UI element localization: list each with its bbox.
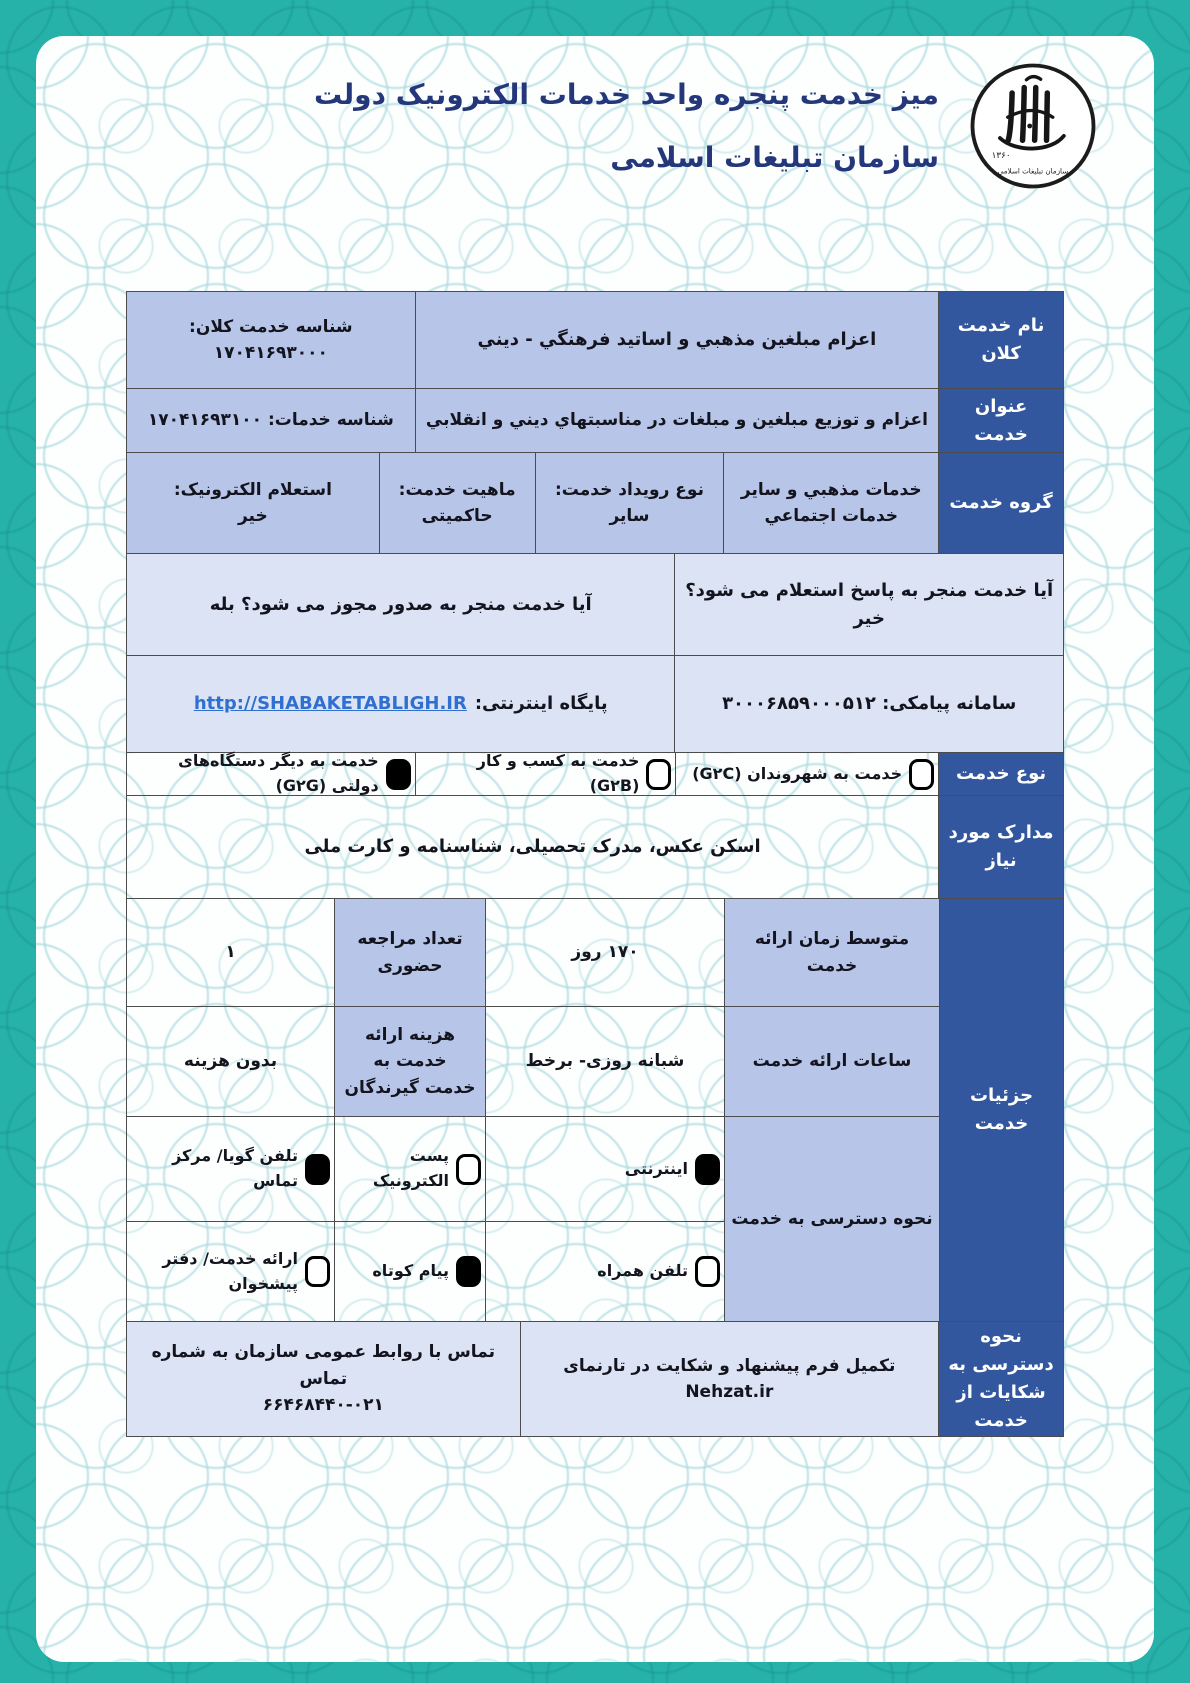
complaints-header-line2: شکایات از خدمت [956,1382,1046,1431]
header-title-line2: سازمان تبلیغات اسلامی [610,141,939,174]
visits-value-cell: ۱ [126,899,334,1007]
header-title-line1: میز خدمت پنجره واحد خدمات الکترونیک دولت [314,78,939,111]
service-nature-label: ماهیت خدمت: [398,479,516,500]
service-title-header-cell: عنوان خدمت [938,389,1063,453]
sms-checkbox[interactable] [456,1256,481,1287]
access-sms-cell [334,1222,485,1322]
ivr-label: تلفن گویا/ مرکز تماس [172,1146,298,1190]
complaints-header-cell [938,1322,1063,1437]
g2b-checkbox[interactable] [646,759,671,790]
website-cell [126,656,674,753]
event-type-cell [535,453,724,554]
service-type-g2c-cell [675,753,938,796]
license-question-cell: آیا خدمت منجر به صدور مجوز می شود؟ بله [126,554,674,656]
complaints-header-line1: نحوه دسترسی به [948,1326,1054,1376]
service-id-cell: شناسه خدمات: ۱۷۰۴۱۶۹۳۱۰۰ [126,389,415,453]
access-ivr-cell [126,1117,334,1222]
service-type-g2g-cell [126,753,415,796]
inquiry-question-cell: آیا خدمت منجر به پاسخ استعلام می شود؟ خیر [674,554,1063,656]
complaints-web-cell: تکمیل فرم پیشنهاد و شکایت در تارنمای Nehzat.ir [520,1322,939,1437]
visits-label-cell [334,899,485,1007]
electronic-inquiry-value: خیر [237,506,268,526]
mobile-label: تلفن همراه [597,1261,688,1281]
row-service-group [126,453,1063,554]
complaints-phone-line2: ۶۶۴۶۸۴۴۰-۰۲۱ [262,1395,384,1416]
service-info-table [126,291,1064,1437]
access-mobile-cell [485,1222,724,1322]
avg-time-value-cell: ۱۷۰ روز [485,899,724,1007]
macro-service-id-cell: شناسه خدمت کلان: ۱۷۰۴۱۶۹۳۰۰۰ [126,292,415,389]
service-nature-value: حاکمیتی [421,506,493,526]
visits-label-line2: حضوری [377,955,443,976]
access-label-cell: نحوه دسترسی به خدمت [724,1117,939,1322]
access-counter-cell [126,1222,334,1322]
row-contact [126,656,1063,753]
header-titles [314,78,939,174]
row-hours-cost [126,1007,939,1117]
internet-checkbox[interactable] [695,1154,720,1185]
sms-system-cell: سامانه پیامکی: ۳۰۰۰۶۸۵۹۰۰۰۵۱۲ [674,656,1063,753]
logo-caption-text: سازمان تبلیغات اسلامی [997,166,1069,176]
row-questions [126,554,1063,656]
row-avg-time [126,899,939,1007]
row-service-details [126,899,1063,1322]
g2c-checkbox[interactable] [909,759,934,790]
electronic-inquiry-label: استعلام الکترونیک: [173,479,332,500]
details-header-cell: جزئیات خدمت [939,899,1063,1322]
service-group-line2: خدمات اجتماعي [764,506,899,526]
row-complaints [126,1322,1063,1437]
documents-value-cell: اسکن عکس، مدرک تحصیلی، شناسنامه و کارت ملی [126,796,938,899]
email-label: پست الکترونیک [372,1146,449,1190]
email-checkbox[interactable] [456,1154,481,1185]
website-link[interactable]: http://SHABAKETABLIGH.IR [193,693,467,715]
cost-label-line1: هزینه ارائه خدمت به [364,1024,456,1072]
complaints-phone-line1: تماس با روابط عمومی سازمان به شماره تماس [151,1342,495,1389]
access-internet-cell [485,1117,724,1222]
access-row-2 [126,1222,724,1322]
row-service-type [126,753,1063,796]
hours-label-cell: ساعات ارائه خدمت [724,1007,939,1117]
row-documents [126,796,1063,899]
service-title-cell: اعزام و توزيع مبلغين و مبلغات در مناسبتهاي ديني و انقلابي [415,389,938,453]
counter-checkbox[interactable] [305,1256,330,1287]
document-header [310,60,1099,192]
internet-label: اینترنتی [624,1158,688,1178]
cost-label-cell [334,1007,485,1117]
service-type-g2b-cell [415,753,676,796]
event-type-label: نوع رويداد خدمت: [554,479,704,500]
macro-service-title-cell: اعزام مبلغين مذهبي و اساتيد فرهنگي - ديني [415,292,938,389]
cost-label-line2: خدمت گیرندگان [344,1077,476,1098]
g2b-label: خدمت به کسب و کار (G۲B) [476,751,640,795]
g2g-label: خدمت به دیگر دستگاه‌های دولتی (G۲G) [178,751,379,795]
hours-value-cell: شبانه روزی- برخط [485,1007,724,1117]
service-group-header-cell: گروه خدمت [938,453,1063,554]
complaints-phone-cell [126,1322,520,1437]
document-card [36,36,1154,1662]
access-row-1 [126,1117,724,1222]
access-email-cell [334,1117,485,1222]
service-type-header-cell: نوع خدمت [938,753,1063,796]
row-macro-service [126,292,1063,389]
logo-year-text: ۱۳۶۰ [991,150,1011,161]
website-label: پایگاه اینترنتی: [474,693,608,715]
visits-label-line1: تعداد مراجعه [357,929,463,950]
service-nature-cell [379,453,535,554]
service-group-cell [723,453,938,554]
ivr-checkbox[interactable] [305,1154,330,1185]
row-service-title [126,389,1063,453]
cost-value-cell: بدون هزینه [126,1007,334,1117]
sms-label: پیام کوتاه [372,1261,449,1281]
avg-time-label-cell: متوسط زمان ارائه خدمت [724,899,939,1007]
event-type-value: ساير [609,506,650,526]
organization-emblem-icon [967,60,1099,192]
electronic-inquiry-cell [126,453,379,554]
mobile-checkbox[interactable] [695,1256,720,1287]
service-group-line1: خدمات مذهبي و ساير [740,479,922,500]
macro-service-header-cell: نام خدمت کلان [938,292,1063,389]
row-access-methods [126,1117,939,1322]
g2g-checkbox[interactable] [386,759,411,790]
documents-header-cell: مدارک مورد نیاز [938,796,1063,899]
counter-label: ارائه خدمت/ دفتر پیشخوان [162,1248,298,1293]
g2c-label: خدمت به شهروندان (G۲C) [692,763,903,783]
